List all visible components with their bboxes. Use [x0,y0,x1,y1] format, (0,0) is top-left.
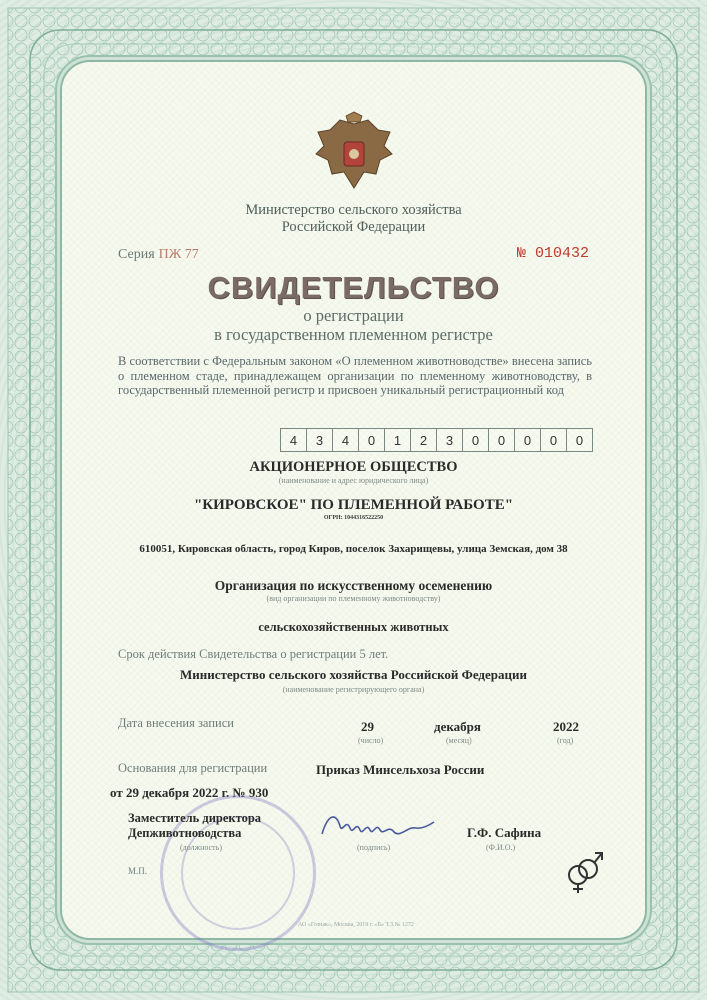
position-line-1: Заместитель директора [128,811,262,825]
code-digit: 0 [462,428,489,452]
code-digit: 1 [384,428,411,452]
gender-symbols-icon [560,845,608,895]
entry-month: декабря [434,719,481,734]
code-digit: 4 [332,428,359,452]
ministry-name [0,202,707,236]
code-digit: 0 [540,428,567,452]
signatory-name-caption: (Ф.И.О.) [486,843,516,852]
certificate-number: № 010432 [517,245,590,262]
code-digit: 0 [514,428,541,452]
authority-caption: (наименование регистрирующего органа) [282,685,425,694]
series-field [118,245,199,263]
entry-date-label: Дата внесения записи [118,716,234,730]
ministry-line-2: Российской Федерации [281,219,426,235]
signature-caption: (подпись) [357,843,391,852]
series-label: Серия [118,247,155,262]
org-name-line-2: "КИРОВСКОЕ" ПО ПЛЕМЕННОЙ РАБОТЕ" [193,497,514,513]
authority-name: Министерство сельского хозяйства Российской Федерации [180,667,527,682]
code-digit: 0 [488,428,515,452]
validity-text: Срок действия Свидетельства о регистрации 5 лет. [118,647,389,661]
code-digit: 3 [436,428,463,452]
handwritten-signature [318,808,438,844]
entry-day-caption: (число) [358,736,384,745]
org-ogrn: ОГРН: 1044316522250 [323,515,384,521]
code-digit: 3 [306,428,333,452]
org-type-line-2: сельскохозяйственных животных [258,620,449,634]
org-address: 610051, Кировская область, город Киров, поселок Захарищевы, улица Земская, дом 38 [139,543,568,555]
entry-year: 2022 [553,719,579,734]
intro-paragraph: В соответствии с Федеральным законом «О племенном животноводстве» внесена запись о племенном стаде, принадлежащем организации по племенному животноводству, в государственный племенной регистр и присвоен уникальный регистрационный код [118,354,592,397]
basis-value: Приказ Минсельхоза России [316,762,485,777]
subtitle-line-2: в государственном племенном регистре [214,325,493,344]
entry-month-caption: (месяц) [446,736,472,745]
certificate-title: СВИДЕТЕЛЬСТВО [207,270,500,305]
entry-day: 29 [361,719,374,734]
position-line-2: Депживотноводства [128,826,242,840]
entry-year-caption: (год) [557,736,574,745]
code-digit: 4 [280,428,307,452]
org-name-line-1: АКЦИОНЕРНОЕ ОБЩЕСТВО [249,459,458,475]
series-value: ПЖ 77 [158,247,199,262]
registration-code [281,428,593,452]
org-caption: (наименование и адрес юридического лица) [278,476,429,485]
subtitle-line-1: о регистрации [303,306,404,325]
ministry-line-1: Министерство сельского хозяйства [245,202,462,218]
signatory-position [128,811,261,841]
position-caption: (должность) [180,843,222,852]
mp-label: М.П. [128,866,148,876]
org-type-line-1: Организация по искусственному осеменению [214,578,493,593]
org-type-caption: (вид организации по племенному животноводству) [266,594,441,603]
code-digit: 0 [566,428,593,452]
basis-label: Основания для регистрации [118,761,268,775]
certificate-subtitle [0,306,707,344]
code-digit: 2 [410,428,437,452]
code-digit: 0 [358,428,385,452]
printer-footer: АО «Гознак», Москва, 2019 г. «Б» Т.З.№ 1272 [298,922,414,928]
signatory-name: Г.Ф. Сафина [467,825,542,840]
basis-order: от 29 декабря 2022 г. № 930 [110,785,269,800]
coat-of-arms-emblem [310,110,398,198]
